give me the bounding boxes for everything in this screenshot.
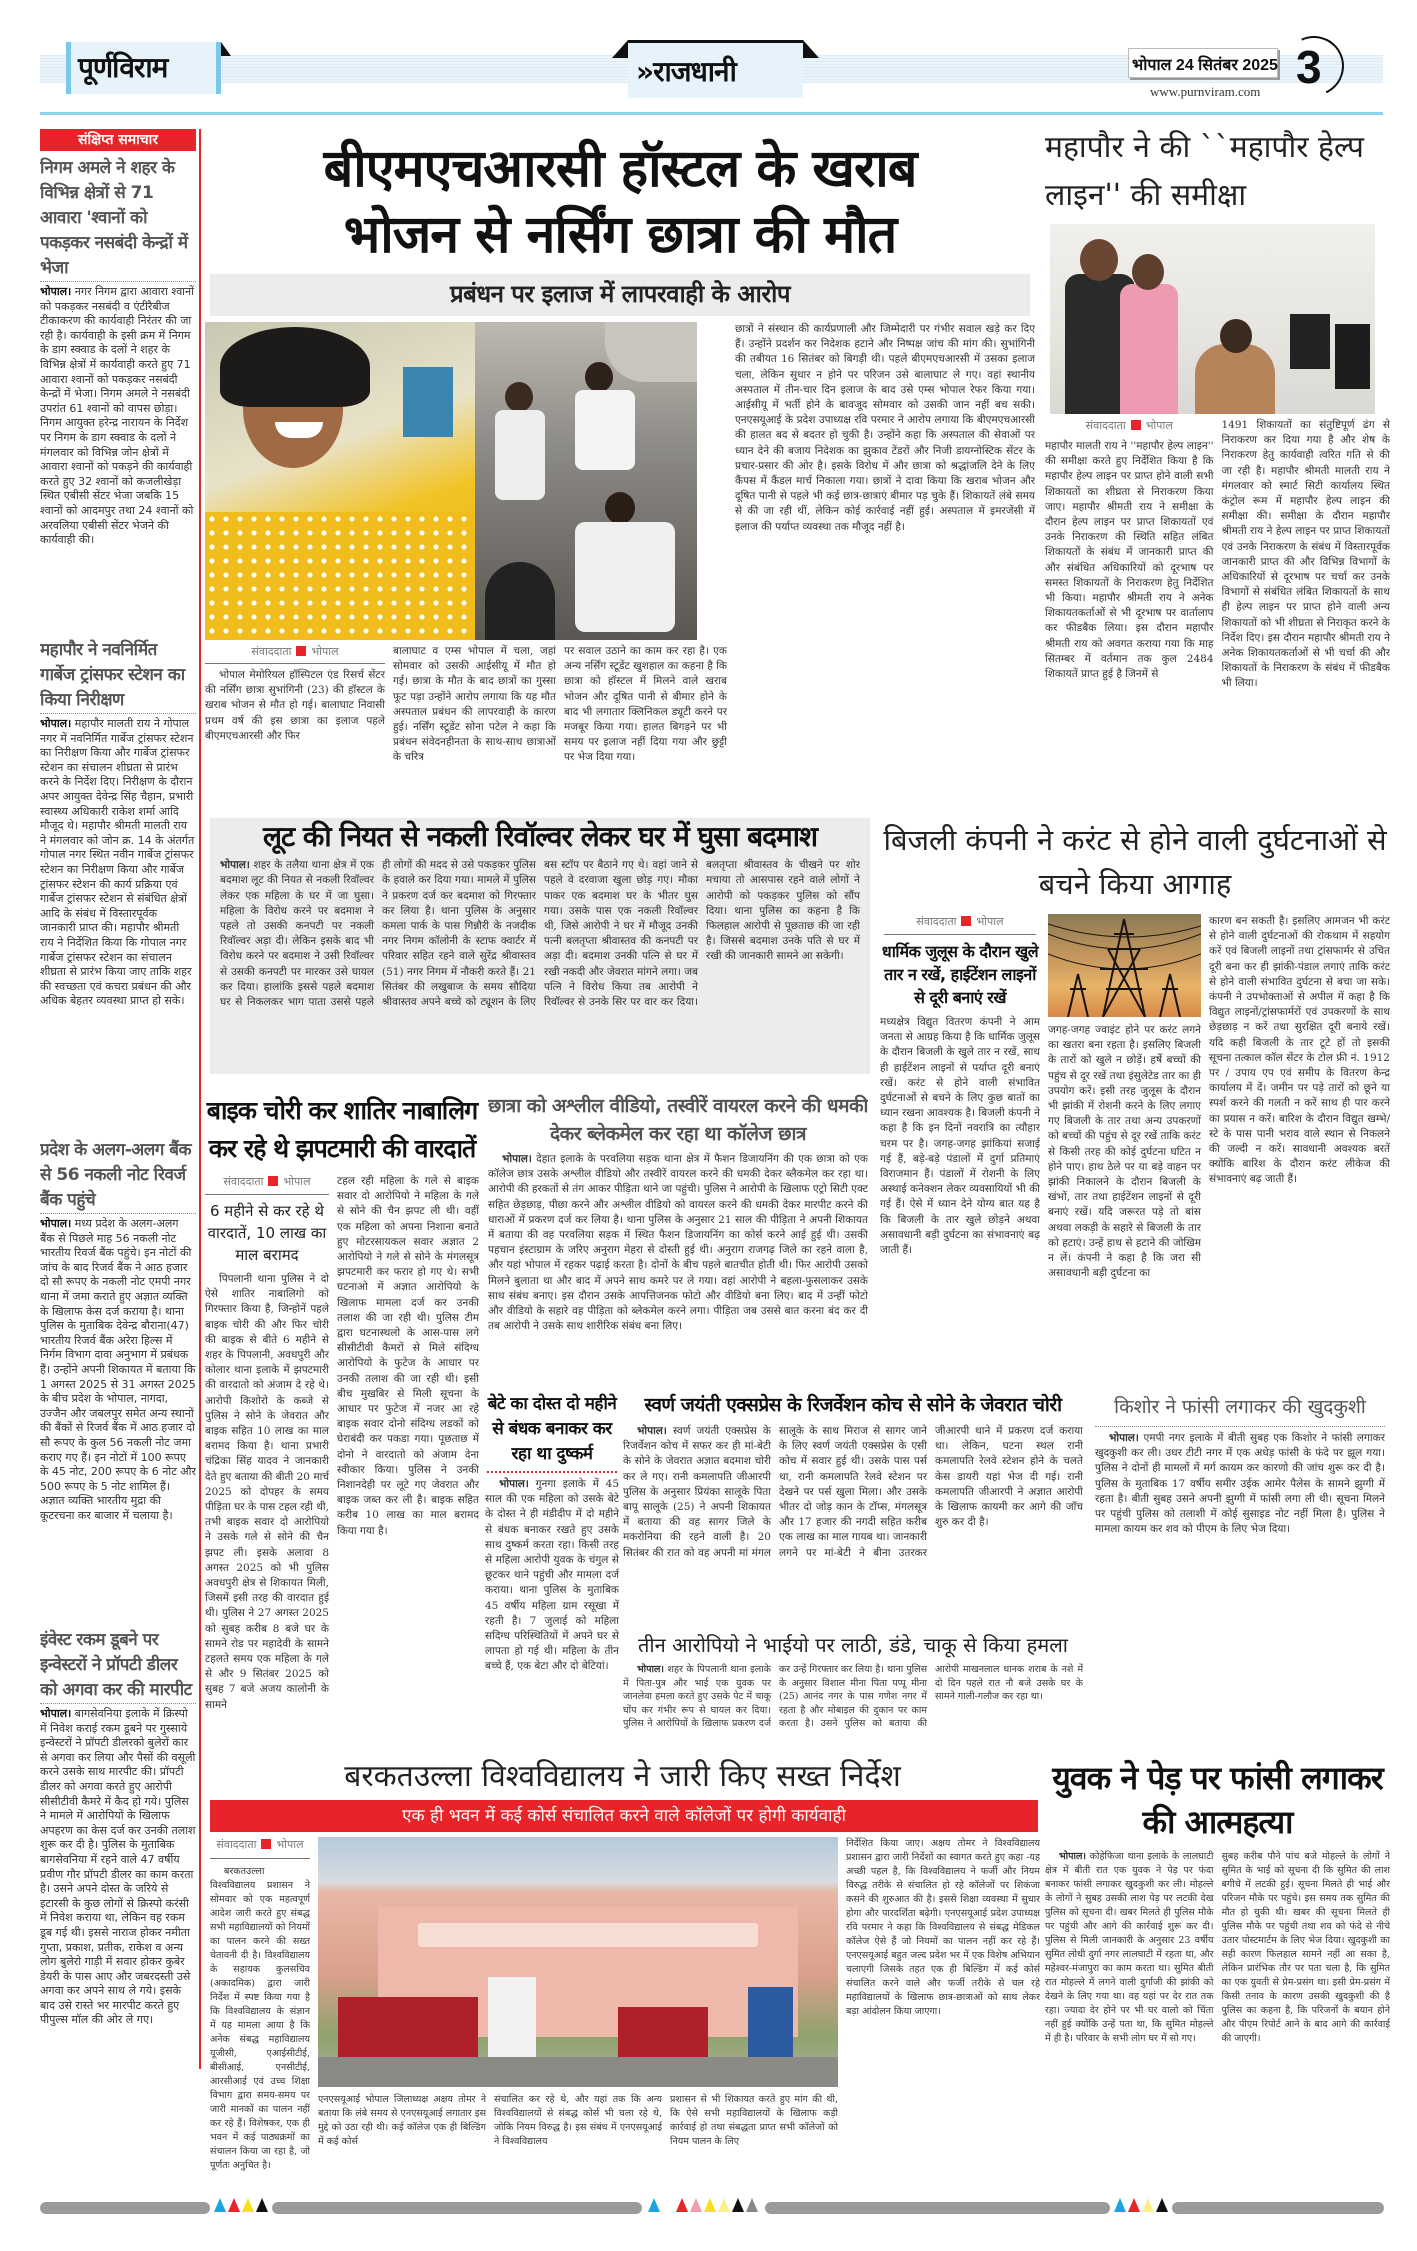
lead-col-2: बालाघाट व एम्स भोपाल में चला, जहां सोमवार को उसकी आईसीयू में मौत हो गई। छात्रा के मौत के बाद छात्रों का गुस्सा फूट पड़ा उन्होंने आरोप लगाया कि यह मौत अस्पताल प्रबंधन की लापरवाही के कारण हुई। नर्सिंग स्टूडेंट सोना पटेल ने कहा कि प्रबंधन संवेदनहीनता के साथ-साथ छात्राओं के चरित्र [393,644,556,764]
red-barrier-shape [338,1997,478,2057]
brief-body [40,1707,196,2194]
teen-body [1095,1431,1385,1754]
suicide-col-1 [1045,1850,1214,2196]
monitor-shape [1335,324,1370,389]
byline-city: भोपाल [283,1175,311,1188]
person-head-shape [505,382,533,412]
assault-story [623,1632,1083,1754]
person-shape [1120,284,1178,414]
mayor-col-1-block [1045,418,1214,800]
byline-city: भोपाल [311,644,339,658]
train-body [623,1424,1083,1628]
brief-divider [40,713,196,714]
byline-rule [205,1194,329,1195]
lead-col-1: भोपाल मेमोरियल हॉस्पिटल एंड रिसर्च सेंटर की नर्सिंग छात्रा सुभांगिनी (23) की हॉस्टल के खराब भोजन से मौत हो गई। बालाघाट निवासी प्रथम वर्ष की इस छात्रा का इलाज पहले बीएमएचआरसी और फिर [205,668,385,742]
red-square-icon [1131,420,1141,430]
footer-bar [1172,2202,1384,2214]
red-square-icon [296,646,306,656]
dateline: भोपाल। [637,1664,665,1675]
pink-triangle-icon [690,2198,702,2212]
byline-reporter: संवाददाता [223,1175,264,1188]
lead-col-4: छात्रों ने संस्थान की कार्यप्रणाली और जिम्मेदारी पर गंभीर सवाल खड़े कर दिए हैं। उन्होंने प्रदर्शन कर निदेशक हटाने और निष्पक्ष जांच की मांग की। सुभांगिनी की तबीयत 16 सितंबर को बिगड़ी थी। पहले बीएमएचआरसी में उसका इलाज चला, लेकिन सुधार न होने पर परिजन उसे बालाघाट ले गए। वहां स्थानीय अस्पताल में तीन-चार दिन इलाज के बाद उसे एम्स भोपाल रेफर किया गया। आईसीयू में भर्ती होने के बावजूद सोमवार को उसकी जान नहीं बच सकी। एनएसयूआई के प्रदेश उपाध्यक्ष रवि परमार ने आरोप लगाया कि बीएमएचआरसी की हालत बद से बदतर हो चुकी है। उन्होंने कहा कि अस्पताल की सेवाओं पर ध्यान देने की बजाय निदेशक का झुकाव टेंडरों और निजी डायग्नोस्टिक सेंटर के प्रचार-प्रसार की ओर है। इसके विरोध में और छात्रा को श्रद्धांजलि देने के लिए कैंपस में कैंडल मार्च निकाला गया। छात्रों ने दावा किया कि खराब भोजन और दूषित पानी से पहले भी कई छात्र-छात्राएं बीमार पड़ चुके हैं। शिकायतें लंबे समय से की जा रही थीं, लेकिन कोई कार्रवाई नहीं हुई। अस्पताल में इमरजेंसी में इलाज की पर्याप्त व्यवस्था तक मौजूद नहीं है। [735,322,1035,533]
teen-divider [1095,1426,1385,1427]
bike-story [205,1092,479,1784]
website-link[interactable]: www.purnviram.com [1150,84,1261,99]
person-head-shape [1080,239,1118,281]
bike-col-1-block [205,1174,329,1784]
newspaper-logo[interactable]: पूर्णविराम [78,51,168,84]
logo-corner-icon [221,42,231,56]
road-shape [318,2057,838,2087]
bijli-story [880,818,1390,1386]
teen-headline[interactable]: किशोर ने फांसी लगाकर की खुदकुशी [1114,1396,1366,1418]
brief-body [40,285,196,634]
byline-city: भोपाल [976,915,1004,928]
lead-byline [205,644,385,659]
lead-headline-line1: बीएमएचआरसी हॉस्टल के खराब [323,139,917,199]
dateline: भोपाल। [40,1217,72,1230]
hostage-text: गुनगा इलाके में 45 साल की एक महिला को उसके बेटे के दोस्त ने ही मंडीदीप में दो महीने से बंधक बनाकर रखते हुए उसके साथ दुष्कर्म करता रहा। किसी तरह से महिला आरोपी युवक के चंगुल से छूटकर थाने पहुंची और मामला दर्ज कराया। थाना पुलिस के मुताबिक 45 वर्षीय महिला ग्राम रसूखा में रहती है। 7 जुलाई को महिला सदिग्ध परिस्थितियों में अपने घर से लापता हो गई थी। महिला के तीन बच्चे हैं, एक बेटा और दो बेटियां। [485,1478,619,1673]
yellow-triangle-icon [242,2198,254,2212]
bijli-col-3: कारण बन सकती है। इसलिए आमजन भी करंट से होने वाली दुर्घटनाओं की रोकथाम में सहयोग करें एवं बिजली लाइनों तथा ट्रांसफार्मर से उचित दूरी बना कर ही झांकी-पंडाल लगाएं ताकि करंट से होने वाली संभावित दुर्घटना से बचा जा सके। कंपनी ने उपभोक्ताओं से अपील में कहा है कि विद्युत लाइनों/ट्रांसफार्मरों एवं उपकरणों के साथ छेड़छाड़ न करें तथा सुरक्षित दूरी बनाये रखें। यदि कही बिजली के तार टूटे हों तो इसकी सूचना तत्काल कॉल सेंटर के टोल फ्री नं. 1912 पर / उपाय एप एवं समीप के वितरण केन्द्र कार्यालय में दें। जमीन पर पड़े तारों को छूने या स्पर्श करने की गलती न करें साथ ही पार करने का प्रयास न करें। बारिश के दौरान विद्युत खम्भे/स्टे के पास पानी भराव वाले स्थान से निकलने की जल्दी न करें। सावधानी अवश्यक बरतें क्योंकि बारिश के दौरान करंट लीकेज की संभावनाएं बढ़ जाती हैं। [1209,915,1390,1186]
brief-divider [40,1213,196,1214]
dateline: भोपाल। [40,717,72,730]
train-text: स्वर्ण जयंती एक्सप्रेस के रिजर्वेशन कोच में सफर कर ही मां-बेटी के सोने के जेवरात अज्ञात बदमाश चोरी कर ले गए। रानी कमलापति जीआरपी पुलिस के अनुसार प्रियंका सालूके पिता बापू सालूके (25) ने अपनी शिकायत में बताया की वह सागर जिले के मकरोनिया की रहने वाली है। 20 सितंबर की रात को वह अपनी मां मंगल सालूके के साथ मिराज से सागर जाने के लिए स्वर्ण जयंती एक्सप्रेस के एसी कोच में सवार हुई थी। उसके पास पर्स था, रानी कमलापति रेलवे स्टेशन पर देखने पर पर्स खुला मिला। और उसके भीतर दो जोड़ कान के टॉप्स, मंगलसूत्र और 17 हजार की नगदी सहित करीब एक लाख का माल गायब था। जानकारी लगने पर मां-बेटी ने बीना उतरकर जीआरपी थाने में प्रकरण दर्ज कराया था। लेकिन, घटना स्थल रानी कमलापति रेलवे स्टेशन होने के चलते केस डायरी यहां भेज दी गई। रानी कमलापति जीआरपी ने अज्ञात आरोपी के खिलाफ कायमी कर आगे की जॉच शुरु कर दी है। [623,1425,1083,1559]
brief-story [40,1138,196,1624]
dateline: भोपाल। [220,859,250,872]
hostage-body [485,1477,619,1784]
train-story [623,1392,1083,1628]
mayor-headline[interactable]: महापौर ने की ``महापौर हेल्प लाइन'' की समीक्षा [1045,130,1364,213]
suicide-headline[interactable]: युवक ने पेड़ पर फांसी लगाकर की आत्महत्या [1052,1759,1383,1841]
section-left-flap-icon [612,40,628,58]
university-text-row [205,1837,1040,2196]
person-body-shape [575,522,675,632]
lead-photo-protest [475,322,697,640]
blackmail-text: देहात इलाके के परवलिया सड़क थाना क्षेत्र में फैशन डिजायनिंग की एक छात्रा को एक कॉलेज छात्र उसके अश्लील वीडियो और तस्वीरें वायरल करने की धमकी देकर ब्लैकमेल कर रहा था। आरोपी की हरकतों से तंग आकर पीड़िता थाने जा पहुंची। पुलिस ने आरोपी के खिलाफ एट्रो सिटी एक्ट सहित छेड़छाड़, पीछा करने और अश्लील वीडियो को वायरल करने की धमकी देकर मारपीट करने की धाराओं में प्रकरण दर्ज कर लिया है। थाना पुलिस के अनुसार 21 साल की पीड़िता ने अपनी शिकायत में बताया की वह परवलिया सड़क में स्थित फैशन डिजायनिंग का कोर्स करने आई हुई थी। उसकी पहचान इंस्टाग्राम के जरिए अनुराग मेहरा से दोस्ती हुई थी। अनुराग राजगढ़ जिले का रहने वाला है, और यहां भोपाल में रहकर पढ़ाई करता है। दोनों के बीच पहले बातचीत होती थी। फिर आरोपी उसको मिलने बुलाता था और बाद में अपने साथ कमरे पर ले गया। वहां आरोपी ने बहला-फुसलाकर उसके साथ संबंध बनाए। इस दौरान उसके आपत्तिजनक फोटो और वीडियो बना लिए। बाद में उन्हीं फोटो और वीडियो के सहारे वह पीड़िता को ब्लेकमेल करने लगा। पीड़िता जब उससे बात करना बंद कर दी तब आरोपी ने उसके साथ शारीरिक संबंध बना लिए। [488,1153,868,1333]
footer-bar [40,2202,210,2214]
university-col-5: निर्देशित किया जाए। अक्षय तोमर ने विश्वविद्यालय प्रशासन द्वारा जारी निर्देशों का स्वागत करते हुए कहा -यह अच्छी पहल है, कि विश्वविद्यालय ने फर्जी और नियम विरुद्ध तरीके से संचालित हो रहे कॉलेजों पर शिकंजा कसने की शुरुआत की है। इससे शिक्षा व्यवस्था में सुधार होगा और पारदर्शिता बढ़ेगी। एनएसयूआई प्रदेश उपाध्यक्ष रवि परमार ने कहा कि विश्वविद्यालय से संबद्ध मेडिकल कॉलेज ऐसे हैं जो नियमों का पालन नहीं कर रहे हैं। एनएसयूआई बहुत जल्द प्रदेश भर में एक विशेष अभियान चलाएगी जिसके तहत एक ही बिल्डिंग में कई कोर्स संचालित करने वाले और फर्जी तरीके से चल रहे महाविद्यालयों के खिलाफ छात्र-छात्राओं को साथ लेकर बड़ा आंदोलन किया जाएगा। [846,1838,1040,2017]
brief-headline[interactable]: महापौर ने नवनिर्मित गार्बेज ट्रांसफर स्टेशन का किया निरीक्षण [40,640,185,710]
lead-body-row [205,322,1035,796]
blackmail-story [488,1092,868,1388]
brief-headline[interactable]: निगम अमले ने शहर के विभिन्न क्षेत्रों से 71 आवारा 'श्वानों को पकड़कर नसबंदी केन्द्रों में भेजा [40,158,188,278]
black-triangle-icon [732,2198,744,2212]
assault-text: शहर के पिपलानी थाना इलाके में पिता-पुत्र और भाई एक युवक पर जानलेवा हमला करते हुए उसके पेट में चाकू घोंप कर गंभीर रूप से घायल कर दिया। पुलिस ने आरोपियों के खिलाफ प्रकरण दर्ज कर उन्हें गिरफ्तार कर लिया है। थाना पुलिस के अनुसार विशाल मीना पिता पप्पू मीना (25) आनंद नगर के पास गणेश नगर में रहता है और मोबाइल की दुकान पर काम करता है। उसने पुलिस को बताया की आरोपी माखनलाल धानक शराब के नशे में दो दिन पहले रात नौ बजे उसके घर के सामने गाली-गलौज कर रहा था। [623,1664,1083,1729]
brief-body [40,717,196,1132]
brief-divider [40,1703,196,1704]
section-title: »राजधानी [636,55,736,88]
loot-headline[interactable]: लूट की नियत से नकली रिवॉल्वर लेकर घर में घुसा बदमाश [262,820,817,853]
lead-left-block [205,322,727,796]
mayor-story [1045,124,1390,800]
light-yellow-triangle-icon [718,2198,730,2212]
dateline: भोपाल। [40,1707,72,1720]
dress-shape [205,512,475,640]
university-byline [210,1837,310,1852]
teen-text: एमपी नगर इलाके में बीती सुबह एक किशोर ने फांसी लगाकर खुदकुशी कर ली। उधर टीटी नगर में एक अधेड़ फांसी के फंदे पर झूल गया। पुलिस ने दोनों ही मामलों में मर्ग कायम कर कारणो की जांच शुरू कर दी है। पुलिस के मुताबिक 17 वर्षीय समीर उईक आमेर पैलेस के सामने झुग्गी में रहता है। बीती सुबह उसने अपनी झुग्गी में फांसी लगा ली थी। सूचना मिलने पर पहुंची पुलिस को तलाशी में कोई सुसाइड नोट नहीं मिला है। पुलिस ने मामला कायम कर शव को पीएम के लिए भेज दिया। [1095,1432,1385,1536]
dateline: भोपाल। [499,1478,529,1490]
red-barrier-shape [618,2007,708,2057]
brief-text: बागसेवनिया इलाके में क्रिस्पो में निवेश कराई रकम डूबने पर गुस्साये इन्वेस्टरों ने प्रॉपटी डीलरको बुलेरों कार से अगवा कर लिया और पैसों की वसूली करने उसके साथ मारपीट की। प्रॉपटी डीलर को अगवा करते हुए आरोपी सीसीटीवी कैमरे में कैद हो गये। पुलिस ने मामले में आरोपियों के खिलाफ अपहरण का केस दर्ज कर उनकी तलाश शुरू कर दी है। पुलिस के मुताबिक बागसेवनिया में रहने वाले 47 वर्षीय प्रवीण गौर प्रॉपटी डीलर का काम करता है। उसने अपने दोस्त के जरिये से इटारसी के कुछ लोगों से क्रिस्पो करंसी में निवेश कराया था, लेकिन वह रकम डूब गई थी। इससे नाराज होकर नमीता गुप्ता, प्रकाश, प्रतीक, राकेश व अन्य लोग बुलेरो गाड़ी में सवार होकर कुबेर डेयरी के पास आए और जबरदस्ती उसे अगवा कर अपने साथ ले गये। इसके बाद उसे रास्ते भर मारपीट करते हुए पीपुल्स मॉल की ओर ले गए। [40,1707,196,2027]
page-number: 3 [1296,41,1322,93]
bike-subheadline: 6 महीने से कर रहे थे वारदातें, 10 लाख का माल बरामद [207,1202,327,1264]
red-square-icon [961,916,971,926]
magenta-triangle-icon [676,2198,688,2212]
university-subheadline: एक ही भवन में कई कोर्स संचालित करने वाले कॉलेजों पर होगी कार्यवाही [210,1800,1038,1832]
byline-rule [205,663,385,664]
lead-headline[interactable] [205,136,1035,268]
lead-story [205,136,1035,796]
tower-icon [1048,914,1201,1017]
bijli-col-2: जगह-जगह ज्वाइंट होने पर करंट लगने का खतरा बना रहता है। इसलिए बिजली के तारों को खुले न छोड़ें। हर्षे बच्चों की पहुंच से दूर रखें तथा इंसुलेटेड तार का ही उपयोग करें। इसी तरह जुलूस के दौरान भी झांकी में रोशनी करने के लिए लगाए गए बिजली के तार तथा अन्य उपकरणों को बच्चों की पहुंच से दूर रखें ताकि करंट से किसी तरह की कोई दुर्घटना घटित न होने पाए। हाथ ठेले पर या बड़े वाहन पर झांकी निकालने के दौरान बिजली के खंभों, तार तथा हाईटेंशन लाइनों से दूरी बनाएं रखें। यदि जरूरत पड़े तो बांस अथवा लकड़ी के सहारे से बिजली के तार को हटाएं। उन्हें हाथ से हटाने की जोखिम न लें। कंपनी ने कहा है कि जरा सी असावधानी बड़ी दुर्घटना का [1048,1024,1201,1280]
masthead-divider [40,112,1383,115]
lead-col-3: पर सवाल उठाने का काम कर रहा है। एक अन्य नर्सिंग स्टूडेंट खुशहाल का कहना है कि छात्रा को हॉस्टल में मिलने वाले खराब भोजन और दूषित पानी से बीमार होने के बाद भी लगातार क्लिनिकल ड्यूटी करने पर मजबूर किया गया। हालत बिगड़ने पर भी समय पर इलाज नहीं दिया गया और छुट्टी पर भेज दिया गया। [564,644,727,764]
brief-text: नगर निगम द्वारा आवारा श्वानों को पकड़कर नसबंदी व एंटीरैबीज टीकाकरण की कार्यवाही निरंतर की जा रही है। कार्यवाही के इसी क्रम में निगम के डाग स्क्वाड के दलों ने शहर के विभिन्न क्षेत्रों में कार्यवाही करते हुए 71 आवारा श्वानों को पकड़कर नसबंदी केन्द्रों में भेजा। निगम अमले ने नसबंदी उपरांत 61 श्वानों को वापस छोड़ा। निगम आयुक्त हरेन्द्र नारायन के निर्देश पर निगम के डाग स्क्वाड के दलों ने मंगलवार को विभिन्न जोन क्षेत्रों में आवारा श्वानों को पकड़ने की कार्यवाही करते हुए 32 श्वानों को कजलीखेड़ा स्थित एबीसी सेंटर भेजा जबकि 15 श्वानों को आदमपुर तथा 24 श्वानों को अरवलिया एबीसी सेंटर भेजने की कार्यवाही की। [40,285,194,547]
bijli-subheadline: धार्मिक जुलूस के दौरान खुले तार न रखें, हाईटेंशन लाइनों से दूरी बनाएं रखें [881,942,1039,1007]
brief-text: महापौर मालती राय ने गोपाल नगर में नवनिर्मित गार्बेज ट्रांसफर स्टेशन का निरीक्षण किया और गार्बेज ट्रांसफर स्टेशन का संचालन शीघ्रता से प्रारंभ करने के निर्देश दिए। निरीक्षण के दौरान अपर आयुक्त देवेन्द्र सिंह चैहान, प्रभारी स्वास्थ्य अधिकारी राकेश शर्मा आदि मौजूद थे। महापौर श्रीमती मालती राय ने मंगलवार को जोन क्र. 14 के अंतर्गत गोपाल नगर स्थित नवीन गार्बेज ट्रांसफर स्टेशन का निरीक्षण किया और गार्बेज ट्रांसफर स्टेशन की कार्य प्रक्रिया एवं गार्बेज ट्रांसफर स्टेशन से संबंधित क्षेत्रों आदि के संबंध में विस्तारपूर्वक जानकारी प्राप्त की। महापौर श्रीमती राय ने निर्देशित किया कि गोपाल नगर गार्बेज ट्रांसफर स्टेशन का संचालन शीघ्रता से प्रारंभ किया जाए ताकि शहर की स्वच्छता एवं कचरा प्रबंधन की और अधिक बेहतर व्यवस्था प्राप्त हो सके। [40,717,195,1008]
mayor-text-row [1045,418,1390,800]
bijli-photo [1048,914,1201,1017]
blackmail-headline[interactable]: छात्रा को अश्लील वीडियो, तस्वीरें वायरल करने की धमकी देकर ब्लेकमेल कर रहा था कॉलेज छात्र [488,1095,868,1145]
person-body-shape [495,410,545,500]
brief-text: मध्य प्रदेश के अलग-अलग बैंक से पिछले माह 56 नकली नोट भारतीय रिवर्ज बैंक पहुंचे। इन नोटों की जांच के बाद रिजर्व बैंक ने आठ हजार दो सौ रूपए के नकली नोट एमपी नगर थाना में जमा कराते हुए अज्ञात व्यक्ति के खिलाफ केस दर्ज कराया है। थाना पुलिस के मुताबिक देवेन्द्र बौराना(47) भारतीय रिजर्व बैंक अरेरा हिल्स में निर्गम विभाग दावा अनुभाग में प्रबंधक हैं। उन्होंने अपनी शिकायत में बताया कि 1 अगस्त 2025 से 31 अगस्त 2025 के बीच प्रदेश के भोपाल, नागदा, उज्जैन और जबलपुर समेत अन्य स्थानों की बैंकों से रिजर्व बैंक में आठ हजार दो सौ रूपए के कुल 56 नकली नोट जमा कराए गए हैं। इन नोटों में 100 रूपए के 45 नोट, 200 रूपए के 6 नोट और 500 रूपए के 5 नोट शामिल हैं। अज्ञात व्यक्ति भारतीय मुद्रा की कूटरचना कर बाजार में चलाया है। [40,1217,196,1522]
university-col-2: एनएसयूआई भोपाल जिलाध्यक्ष अक्षय तोमर ने बताया कि लंबे समय से एनएसयूआई लगातार इस मुद्दे को उठा रही थी। कई कॉलेज एक ही बिल्डिंग में कई कोर्स [318,2094,486,2147]
footer-bar [272,2202,642,2214]
short-news-tag: संक्षिप्त समाचार [40,129,196,151]
dateline: भोपाल। [502,1153,532,1165]
mayor-photo [1050,224,1375,414]
university-headline[interactable]: बरकतउल्ला विश्वविद्यालय ने जारी किए सख्त निर्देश [344,1759,901,1794]
byline-rule [210,1858,310,1859]
mayor-col-2: 1491 शिकायतों का संतुष्टिपूर्ण ढंग से निराकरण कर दिया गया है और शेष के निराकरण हेतु कार्यवाही त्वरित गति से की जा रही है। महापौर श्रीमती मालती राय ने मंगलवार को स्मार्ट सिटी कार्यालय स्थित कंट्रोल रूम में महापौर हेल्प लाइन की समीक्षा की। समीक्षा के दौरान महापौर श्रीमती राय ने हेल्प लाइन पर प्राप्त शिकायतों एवं उनके निराकरण के संबंध में विस्तारपूर्वक जानकारी प्राप्त की और विभिन्न विभागों के अधिकारियों से दूरभाष पर चर्चा कर उनके विभागों से संबंधित लंबित शिकायतों के साथ ही हेल्प लाइन पर प्राप्त होने वाली अन्य शिकायतों को भी शीघ्रता से निराकृत करने के निर्देश दिए। इस दौरान महापौर श्रीमती राय ने अनेक शिकायतकर्ताओं से भी चर्चा की और शिकायतों के निराकरण के संबंध में फीडबैक भी लिया। [1221,419,1390,690]
red-square-icon [261,1839,271,1849]
bijli-byline [880,914,1040,929]
person-body-shape [575,390,635,470]
assault-headline[interactable]: तीन आरोपियो ने भाईयो पर लाठी, डंडे, चाकू से किया हमला [638,1633,1068,1657]
hostage-headline[interactable]: बेटे का दोस्त दो महीने से बंधक बनाकर कर रहा था दुष्कर्म [487,1394,617,1464]
person-head-shape [605,492,635,524]
person-back-shape [485,562,555,640]
car-shape [605,322,697,382]
university-middle-block [318,1837,838,2196]
lead-headline-line2: भोजन से नर्सिंग छात्रा की मौत [343,205,897,265]
brief-divider [40,281,196,282]
magenta-triangle-icon [1128,2198,1140,2212]
brief-headline[interactable]: प्रदेश के अलग-अलग बैंक से 56 नकली नोट रिवर्ज बैंक पहुंचे [40,1140,192,1210]
left-column-divider [199,129,201,2069]
monitor-shape [1290,314,1330,369]
bijli-text-row [880,914,1390,1386]
brief-story [40,638,196,1132]
university-col-1-block [210,1837,310,2196]
dateline: भोपाल। [637,1425,667,1437]
byline-reporter: संवाददाता [1085,419,1126,432]
byline-rule [884,934,1036,935]
bike-col-1: पिपलानी थाना पुलिस ने दो ऐसे शातिर नाबालिगो को गिरफ्तार किया है, जिन्होनें पहले बाइक चोरी की और फिर चोरी की बाइक से बीते 6 महीने से शहर के पिपलानी, अवधपुरी और कोलार थाना इलाके में झपटमारी की वारदातो को अंजाम दे रहे थे। आरोपी किशोरो के कब्जे से पुलिस ने सोने के जेवरात और बाइक सहित 10 लाख का माल बरामद किया है। थाना प्रभारी चंद्रिका सिंह यादव ने जानकारी देते हुए बताया की बीती 20 मार्च 2025 को दोपहर के समय पीड़िता घर के पास टहल रही थी, तभी बाइक सवार दो आरोपियो ने उसके गले से सोने की चैन झपट ली। इसके अलावा 8 अगस्त 2025 को भी पुलिस अवधपुरी क्षेत्र से शिकायत मिली, जिसमें इसी तरह की वारदात हुई थी। पुलिस ने 27 अगस्त 2025 को सुबह करीब 8 बजे घर के सामने रोड पर महादेवी के सामने टहलते समय एक महिला के गले से और 9 सितंबर 2025 को सुबह 7 बजे अजय कालोनी के सामने [205,1273,329,1711]
footer-bar [765,2202,1110,2214]
person-head-shape [1132,254,1164,290]
magenta-triangle-icon [228,2198,240,2212]
suicide-story [1045,1756,1390,2196]
mayor-col-1: महापौर मालती राय ने ''महापौर हेल्प लाइन'' की समीक्षा करते हुए निर्देशित किया है कि महापौर हेल्प लाइन पर प्राप्त होने वाली सभी शिकायतों का शीघ्रता से निराकरण किया जाए। महापौर श्रीमती राय ने समीक्षा के दौरान हेल्प लाइन पर प्राप्त शिकायतों एवं उनके निराकरण की स्थिति सहित लंबित शिकायतों के संबंध में जानकारी प्राप्त की और संबंधित अधिकारियों को दूरभाष पर समस्त शिकायतों के निराकरण हेतु निर्देशित भी किया। महापौर श्रीमती राय ने अनेक शिकायतकर्ताओं से भी दूरभाष पर वार्तालाप कर फीडबैक लिया। इस दौरान महापौर श्रीमती राय को अवगत कराया गया कि माह सितम्बर में वर्तमान तक कुल 2484 शिकायतें प्राप्त हुई है जिनमें से [1045,440,1214,681]
hair-shape [220,327,370,407]
byline-reporter: संवाददाता [916,915,957,928]
university-col-4: प्रशासन से भी शिकायत करते हुए मांग की थी, कि ऐसे सभी महाविद्यालयों के खिलाफ कड़ी कार्रवाई हो तथा संबद्धता प्राप्त सभी कॉलेजों को नियम पालन के लिए [670,2094,838,2147]
loot-text: शहर के तलैया थाना क्षेत्र में एक बदमाश लूट की नियत से नकली रिवॉल्वर लेकर एक महिला के घर में जा घुसा। महिला के विरोध करने पर बदमाश ने पहले तो उसकी कनपटी पर नकली रिवॉल्वर अड़ा दी। लेकिन इसके बाद भी विरोध करने पर बदमाश ने उसी रिवॉल्वर से उसकी कनपटी पर मारकर उसे घायल कर दिया। हालांकि इससे पहले बदमाश घर से निकलकर भाग पाता उससे पहले ही लोगों की मदद से उसे पकड़कर पुलिस के हवाले कर दिया गया। मामले में पुलिस ने प्रकरण दर्ज कर बदमाश को गिरफ्तार कर लिया है। थाना पुलिस के अनुसार कमला पार्क के पास गिन्नौरी के नजदीक नगर निगम कॉलोनी के स्टाफ क्वार्टर में परिवार सहित रहने वाले सुरेंद्र श्रीवास्तव (51) नगर निगम में नौकरी करते हैं। 21 सितंबर की लखुबाज के समय सौदिया श्रीवास्तव अपने बच्चे को ट्यूशन के लिए बस स्टॉप पर बैठाने गए थे। वहां जाने से पहले वे दरवाजा खुला छोड़ गए। मौका पाकर एक बदमाश घर के भीतर घुस गया। उसके पास एक नकली रिवॉल्वर थी, जिसे आरोपी ने घर में मौजूद उनकी पत्नी बलतृप्ता श्रीवास्तव की कनपटी पर अड़ा दी। बदमाश उनकी पत्नि से घर में रखी नकदी और जेवरात मांगने लगा। जब पत्नि ने विरोध किया तब आरोपी ने रिवॉल्वर से उनके सिर पर वार कर दिया। बलतृप्ता श्रीवास्तव के चीखने पर शोर मचाया तो आसपास रहने वाले लोगों ने आरोपी को पकड़कर पुलिस को सौंप दिया। थाना पुलिस का कहना है कि फिलहाल आरोपी से पूछताछ की जा रही है। जिससे बदमाश उनके पति से घर में रखी की जानकारी सामने आ सकेगी। [220,859,860,1009]
suicide-col-2: सुबह करीब पौने पांच बजे मोहल्ले के लोगों ने सुमित के भाई को सूचना दी कि सुमित की लाश बगीचे में लटकी हुई। सूचना मिलते ही भाई और परिजन मौके पर पहुंचे। इस समय तक सुमित की मौत हो चुकी थी। खबर की सूचना मिलते ही पुलिस मौके पर पहुंची तथा शव को फंदे से नीचे उतार पोस्टमार्टम के लिए भेज दिया। खुदकुशी का सही कारण फिलहाल सामने नहीं आ सका है, लेकिन प्रारंभिक तौर पर पता चला है, कि सुमित का एक युवती से प्रेम-प्रसंग था। इसी प्रेम-प्रसंग में किसी तनाव के कारण उसकी खुदकुशी की है पुलिस का कहना है, कि परिजनों के बयान होने और पीएम रिपोर्ट आने के बाद आगे की कार्रवाई की जाएगी। [1221,1851,1390,2044]
bike-col-2: टहल रही महिला के गले से बाइक सवार दो आरोपियो ने महिला के गले से सोने की चैन झपट ली थी। वहीं एक महिला को अपना निशाना बनाते हुए मोटरसायकल सवार अज्ञात 2 आरोपियो ने गले से सोने के मंगलसूत्र झपटमारी कर फरार हो गए थे। सभी घटनाओ में अज्ञात आरोपियो के खिलाफ मामला दर्ज कर उनकी तलाश की जा रही थी। पुलिस टीम द्वारा घटनास्थलो के आस-पास लगे सीसीटीवी कैमरों से मिले संदिग्ध आरोपियो के फुटेज के आधार पर उनकी तलाश की जा रही थी। इसी बीच मुखबिर से मिली सूचना के आधार पर फुटेज में नजर आ रहे बाइक सवार दोनो संदिग्ध लडकों को घेराबंदी कर पकडा गया। पूछताछ में दोनो ने वारदातो को अंजाम देना स्वीकार किया। पुलिस ने उनकी निशानदेही पर लूटे गए जेवरात और बाइक जब्त कर ली है। बाइक सहित करीब 10 लाख का माल बरामद किया गया है। [337,1175,479,1537]
mayor-shape [1195,344,1275,414]
black-triangle-icon [256,2198,268,2212]
person-head-shape [585,362,613,392]
assault-body [623,1663,1083,1754]
lead-subheadline: प्रबंधन पर इलाज में लापरवाही के आरोप [210,274,1030,316]
dateline: भोपाल। [40,285,72,298]
train-headline[interactable]: स्वर्ण जयंती एक्सप्रेस के रिजर्वेशन कोच से सोने के जेवरात चोरी [644,1394,1062,1416]
yellow-triangle-icon [704,2198,716,2212]
lead-photo-student [205,322,475,640]
bijli-col-2-block [1048,914,1201,1386]
university-col-1: बरकतउल्ला विश्वविद्यालय प्रशासन ने सोमवार को एक महत्वपूर्ण आदेश जारी करते हुए संबद्ध सभी महाविद्यालयों को नियमों का पालन करने की सख्त चेतावनी दी है। विश्वविद्यालय के सहायक कुलसचिव (अकादमिक) द्वारा जारी निर्देश में स्पष्ट किया गया है कि विश्वविद्यालय के संज्ञान में यह मामला आया है कि अनेक संबद्ध महाविद्यालय यूजीसी, एआईसीटीई, बीसीआई, एनसीटीई, आरसीआई एवं उच्च शिक्षा विभाग द्वारा समय-समय पर जारी मानकों का पालन नहीं कर रहे हैं। विशेषकर, एक ही भवन में कई पाठ्यक्रमों का संचालन किया जा रहा है, जो पूर्णतः अनुचित है। [210,1866,310,2171]
brief-story [40,1628,196,2194]
bike-text-row [205,1174,479,1784]
dateline: भोपाल। [1059,1851,1087,1862]
byline-reporter: संवाददाता [216,1838,257,1851]
loot-body [220,858,860,1068]
byline-city: भोपाल [276,1838,304,1851]
cyan-triangle-icon [214,2198,226,2212]
blackmail-body [488,1152,868,1388]
lead-photos [205,322,727,640]
brief-body [40,1217,196,1624]
mayor-byline [1045,418,1214,433]
university-photo [318,1837,838,2087]
bijli-headline[interactable]: बिजली कंपनी ने करंट से होने वाली दुर्घटनाओं से बचने किया आगाह [883,823,1387,901]
suicide-text: कोहेफिजा थाना इलाके के लालघाटी क्षेत्र में बीती रात एक युवक ने पेड़ पर फंदा बनाकर फांसी लगाकर खुदकुशी कर ली। मोहल्ले के लोगों ने सुबह उसकी लाश पेड़ पर लटकी देख पुलिस को सूचना दी। खबर मिलते ही पुलिस मौके पर पहुंची और आगे की कार्रवाई शुरू कर दी। पुलिस से मिली जानकारी के अनुसार 23 वर्षीय सुमित लोधी दुर्गा नगर लालघाटी में रहता था, और महेश्वर-मंजापुरा का काम करता था। सुमित बीती रात मोहल्ले में लगने वाली दुर्गाजी की झांकी को देखने के लिए गया था। वह यहां पर देर रात तक रहा। ज्यादा देर होने पर भी घर वालो को चिंता नहीं हुई क्योंकि उन्हें पता था, कि सुमित मोहल्ले में ही है। परिवार के सभी लोग घर में सो गए। [1045,1851,1214,2044]
lead-text-row [205,644,727,796]
suicide-text-row [1045,1850,1390,2196]
byline-reporter: संवाददाता [251,644,292,658]
light-yellow-triangle-icon [1142,2198,1154,2212]
red-square-icon [268,1176,278,1186]
gate-signboard-shape [748,1987,793,2067]
mayor-head-shape [1220,319,1252,353]
bijli-col-1: मध्यक्षेत्र विद्युत वितरण कंपनी ने आम जनता से आग्रह किया है कि धार्मिक जुलूस के दौरान बिजली के खुले तार न रखें, साथ ही हाईटेंशन लाइनों से पर्याप्त दूरी बनाएं रखें। करंट से होने वाली संभावित दुर्घटनाओं से बचने के लिए कुछ बातों का ध्यान रखना आवश्यक है। बिजली कंपनी ने कहा है कि इन दिनों नवरात्रि का त्यौहार चरम पर है। जगह-जगह झांकियां सजाई गई हैं, बड़े-बड़े पंडालों में दुर्गा प्रतिमाएं विराजमान हैं। पंडालों में रोशनी के लिए अस्थाई कनेक्शन लेकर व्यवसायियों भी की गई हैं। ऐसे में ध्यान देने योग्य बात यह है कि बिजली के तार खुले छोड़ने अथवा असावधानी बड़ी दुर्घटना का संभावनाएं बढ़ जाती हैं। [880,1016,1040,1257]
cyan-triangle-icon [648,2198,660,2212]
university-under-photo-row [318,2093,838,2196]
bijli-col-1-block [880,914,1040,1386]
black-triangle-icon [1156,2198,1168,2212]
grey-triangle-icon [746,2198,758,2212]
bike-byline [205,1174,329,1189]
lead-col-1-block [205,644,385,796]
cyan-triangle-icon [1114,2198,1126,2212]
brief-story [40,156,196,634]
byline-city: भोपाल [1145,419,1173,432]
brief-headline[interactable]: इंवेस्ट रकम डूबने पर इन्वेस्टरों ने प्रॉपटी डीलर को अगवा कर की मारपीट [40,1630,192,1700]
bike-headline[interactable]: बाइक चोरी कर शातिर नाबालिग कर रहे थे झपटमारी की वारदातें [206,1096,478,1163]
hostage-story [485,1392,619,1784]
university-col-3: संचालित कर रहे थे, और यहां तक कि अन्य विश्वविद्यालयों से संबद्ध कोर्स भी चला रहे थे, जोकि नियम विरुद्ध है। इस संबंध में एनएसयूआई ने विश्वविद्यालय [494,2094,662,2147]
section-right-flap-icon [803,40,819,58]
wall-poster-shape [403,367,453,437]
loot-panel [210,818,870,1074]
issue-date: भोपाल 24 सितंबर 2025 [1132,57,1278,74]
gate-sign-shape [418,1923,758,1947]
teen-story [1090,1392,1390,1754]
dateline: भोपाल। [1109,1432,1139,1444]
university-story [205,1756,1040,2196]
hostage-divider [487,1471,617,1473]
